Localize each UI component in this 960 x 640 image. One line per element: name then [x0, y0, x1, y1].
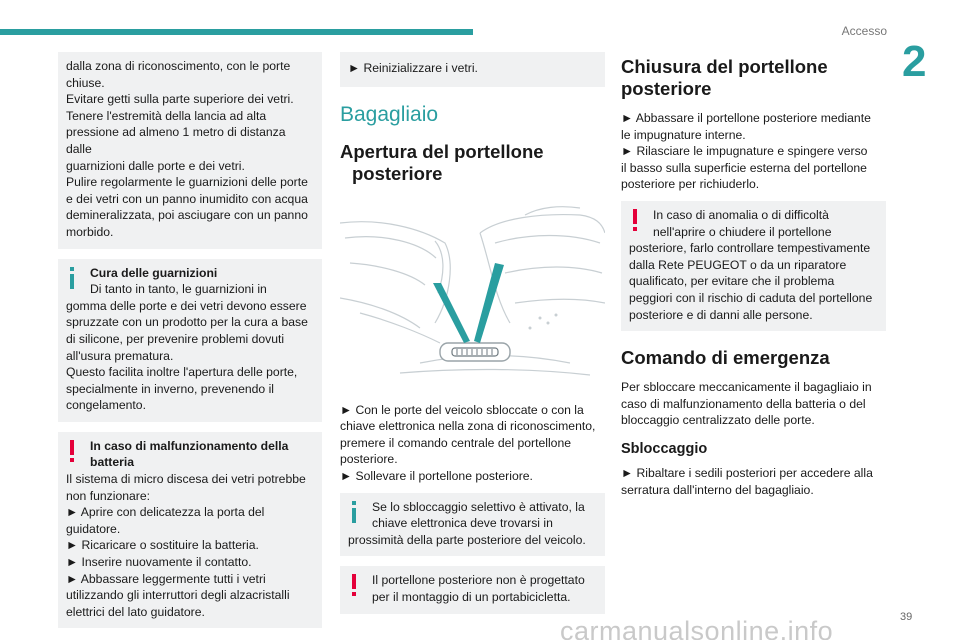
text-line: ► Reinizializzare i vetri. — [348, 61, 478, 75]
info-note-seals — [58, 259, 322, 422]
text-line: elettrici del lato guidatore. — [66, 604, 205, 619]
heading-line: Chiusura del portellone — [621, 56, 828, 77]
unlock-text — [621, 465, 886, 498]
text-line: Questo facilita inoltre l'apertura delle porte, — [66, 365, 298, 380]
warning-note-bike-rack — [340, 566, 605, 613]
text-line: Tenere l'estremità della lancia ad alta — [66, 108, 267, 123]
text-line: di silicone, per prevenire problemi dovuti — [66, 331, 285, 346]
text-line: morbido. — [66, 224, 114, 239]
text-line: posteriore. — [340, 452, 398, 467]
text-line: ► Con le porte del veicolo sbloccate o con la — [340, 402, 584, 417]
note-title: batteria — [90, 455, 135, 470]
text-line: gomma delle porte e dei vetri devono essere — [66, 298, 307, 313]
section-title: Accesso — [841, 24, 887, 38]
close-steps — [621, 110, 886, 193]
text-line: guidatore. — [66, 521, 121, 536]
column-left — [58, 52, 322, 638]
text-line: ► Inserire nuovamente il contatto. — [66, 555, 252, 570]
text-line: ► Sollevare il portellone posteriore. — [340, 468, 533, 483]
text-line: chiave elettronica nella zona di riconoscimento, — [340, 419, 596, 434]
text-line: Se lo sbloccaggio selettivo è attivato, la — [372, 499, 585, 514]
text-line: demineralizzata, poi asciugare con un panno — [66, 208, 308, 223]
text-line: non funzionare: — [66, 488, 151, 503]
emergency-text — [621, 379, 886, 429]
reset-windows-box — [340, 52, 605, 87]
text-line: dalla zona di riconoscimento, con le porte — [66, 59, 291, 73]
heading-trunk: Bagagliaio — [340, 102, 439, 126]
text-line: ► Abbassare il portellone posteriore mediante — [621, 111, 871, 125]
cleaning-text-box — [58, 52, 322, 249]
text-line: peggiori con il rischio di caduta del portellone — [629, 290, 873, 305]
text-line: all'usura prematura. — [66, 348, 174, 363]
text-line: ► Rilasciare le impugnature e spingere verso — [621, 144, 868, 159]
warning-note-anomaly — [621, 201, 886, 331]
text-line: dalla Rete PEUGEOT o da un riparatore — [629, 257, 847, 272]
text-line: pressione ad almeno 1 metro di distanza dalle — [66, 125, 286, 156]
text-line: chiave elettronica deve trovarsi in — [372, 516, 553, 531]
text-line: ► Ribaltare i sedili posteriori per accedere alla — [621, 465, 873, 480]
tailgate-illustration — [340, 203, 605, 383]
text-line: Pulire regolarmente le guarnizioni delle porte — [66, 175, 308, 190]
note-title: Cura delle guarnizioni — [90, 265, 218, 280]
heading-line: Apertura del portellone — [340, 140, 544, 162]
text-line: qualificato, per evitare che il problema — [629, 274, 835, 289]
text-line: Il portellone posteriore non è progettato — [372, 573, 585, 588]
text-line: ► Abbassare leggermente tutti i vetri — [66, 571, 266, 586]
text-line: ► Ricaricare o sostituire la batteria. — [66, 538, 259, 553]
text-line: Per sbloccare meccanicamente il bagagliaio in — [621, 380, 872, 395]
text-line: posteriore e di danni alle persone. — [629, 307, 813, 322]
note-title: In caso di malfunzionamento della — [90, 438, 289, 453]
text-line: serratura dall'interno del bagagliaio. — [621, 482, 814, 497]
info-note-selective-unlock — [340, 493, 605, 557]
heading-emergency: Comando di emergenza — [621, 347, 830, 369]
text-line: le impugnature interne. — [621, 127, 746, 142]
heading-open-tailgate — [340, 141, 605, 185]
exclamation-icon — [349, 574, 359, 596]
text-line: posteriore per richiuderlo. — [621, 177, 760, 192]
header-accent-bar — [0, 29, 473, 35]
heading-line: posteriore — [621, 78, 712, 99]
text-line: congelamento. — [66, 398, 146, 413]
chapter-number: 2 — [902, 37, 927, 86]
text-line: per il montaggio di un portabicicletta. — [372, 589, 571, 604]
text-line: ► Aprire con delicatezza la porta del — [66, 505, 265, 520]
heading-close-tailgate — [621, 56, 886, 100]
heading-unlock: Sbloccaggio — [621, 440, 708, 457]
text-line: caso di malfunzionamento della batteria o del — [621, 396, 866, 411]
exclamation-icon — [630, 209, 640, 231]
text-line: specialmente in inverno, prevenendo il — [66, 381, 274, 396]
text-line: Di tanto in tanto, le guarnizioni in — [90, 282, 267, 297]
column-right — [621, 52, 886, 506]
exclamation-icon — [67, 440, 77, 462]
info-icon — [349, 501, 359, 523]
text-line: chiuse. — [66, 75, 105, 90]
text-line: spruzzate con un prodotto per la cura a base — [66, 315, 308, 330]
text-line: premere il comando centrale del portellone — [340, 435, 572, 450]
text-line: Evitare getti sulla parte superiore dei vetri. — [66, 92, 294, 107]
open-steps — [340, 402, 605, 485]
text-line: guarnizioni dalle porte e dei vetri. — [66, 158, 245, 173]
watermark: carmanualsonline.info — [560, 616, 834, 640]
warning-note-battery — [58, 432, 322, 629]
text-line: prossimità della parte posteriore del veicolo. — [348, 532, 586, 547]
text-line: e dei vetri con un panno inumidito con acqua — [66, 191, 308, 206]
text-line: il basso sulla superficie esterna del portellone — [621, 160, 867, 175]
text-line: posteriore, farlo controllare tempestivamente — [629, 241, 871, 256]
text-line: utilizzando gli interruttori degli alzacristalli — [66, 588, 290, 603]
heading-line: posteriore — [352, 162, 443, 184]
info-icon — [67, 267, 77, 289]
text-line: bloccaggio centralizzato delle porte. — [621, 413, 815, 428]
text-line: nell'aprire o chiudere il portellone — [653, 224, 832, 239]
text-line: In caso di anomalia o di difficoltà — [653, 207, 829, 222]
page-number: 39 — [900, 611, 913, 623]
text-line: Il sistema di micro discesa dei vetri potrebbe — [66, 472, 306, 487]
column-middle — [340, 52, 605, 624]
